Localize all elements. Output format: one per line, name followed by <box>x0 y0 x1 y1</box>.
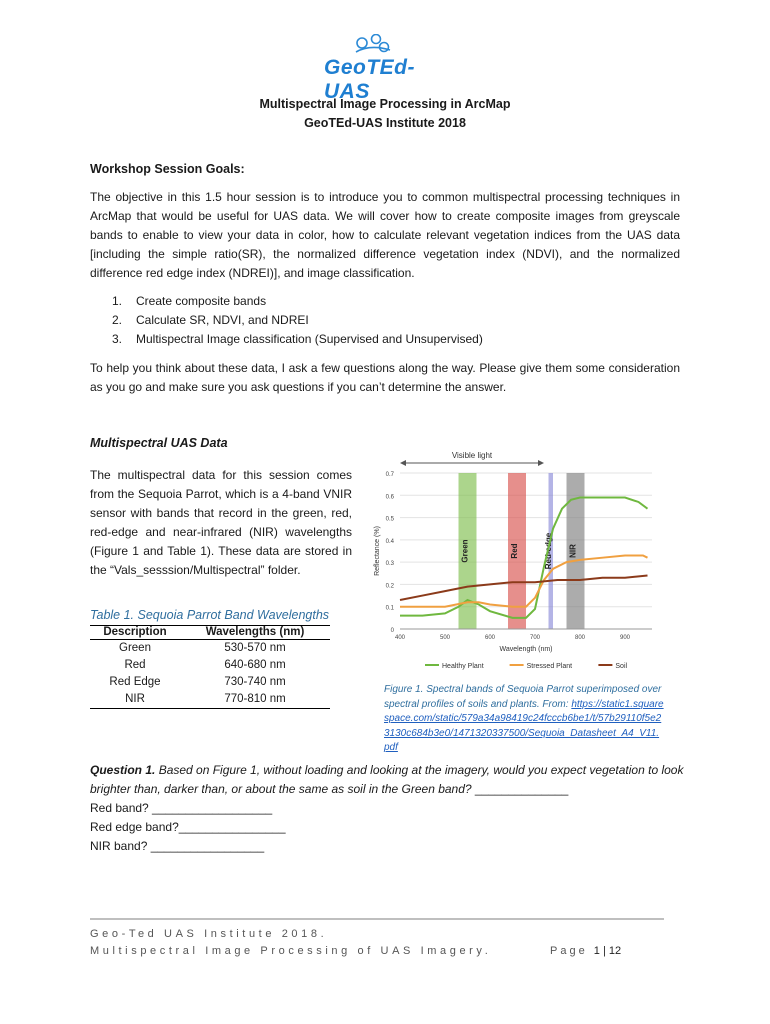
answer-nir[interactable]: NIR band? _________________ <box>90 839 265 853</box>
page-number: Page 1 | 12 <box>550 945 622 957</box>
legend-label: Healthy Plant <box>442 663 484 670</box>
table-row: NIR 770-810 nm <box>125 693 286 705</box>
list-item: 1. Create composite bands <box>112 294 267 308</box>
footer-divider <box>90 918 664 920</box>
x-tick-label: 500 <box>439 635 451 641</box>
table-row: Green 530-570 nm <box>119 642 286 654</box>
arrowhead-right-icon <box>538 460 544 466</box>
figure-caption <box>384 683 664 756</box>
chart-svg <box>370 445 665 673</box>
y-tick-label: 0.5 <box>385 516 394 523</box>
footer-line-2: Multispectral Image Processing of UAS Imagery. <box>90 945 492 957</box>
spectral-chart <box>370 445 665 673</box>
page-subtitle: GeoTEd-UAS Institute 2018 <box>304 116 466 130</box>
figure-caption-text: Figure 1. Spectral bands of Sequoia Parrot superimposed over spectral profiles of soils and plants. From: <box>384 684 662 710</box>
y-axis-label: Reflectance (%) <box>374 526 381 576</box>
x-tick-label: 400 <box>394 635 406 641</box>
goals-list <box>112 292 483 349</box>
x-tick-label: 600 <box>484 635 496 641</box>
table-caption: Table 1. Sequoia Parrot Band Wavelengths <box>90 608 330 622</box>
band-label: NIR <box>568 544 578 558</box>
uas-data-body: The multispectral data for this session comes from the Sequoia Parrot, which is a 4-band VNIR sensor with bands that record in the green, red, red-edge and near-infrared (NIR) wavelengths (Figure 1 and Table 1). These data are stored in the “Vals_sesssion/Multispectral” folder. <box>90 468 352 577</box>
band-label: Red <box>510 543 519 559</box>
answer-blank-green[interactable]: ______________ <box>474 782 569 796</box>
page-title: Multispectral Image Processing in ArcMap <box>259 97 511 111</box>
footer-line-1: Geo-Ted UAS Institute 2018. <box>90 928 328 940</box>
chart-title: Visible light <box>451 451 493 460</box>
y-tick-label: 0.4 <box>385 538 394 545</box>
answer-red[interactable]: Red band? __________________ <box>90 801 273 815</box>
band-label: Green <box>460 539 470 563</box>
table-row: Red Edge 730-740 nm <box>109 676 286 688</box>
x-tick-label: 800 <box>574 635 586 641</box>
x-tick-label: 900 <box>619 635 631 641</box>
table-header: Wavelengths (nm) <box>180 626 330 640</box>
legend-label: Soil <box>615 663 628 670</box>
y-tick-label: 0.7 <box>385 472 394 478</box>
x-axis-label: Wavelength (nm) <box>499 646 553 653</box>
goals-intro: The objective in this 1.5 hour session is to introduce you to common multispectral processing techniques in ArcMap that would be useful for UAS data. We will cover how to create composite images from greyscale bands to enable to view your data in color, how to calculate relevant vegetation indices from the UAS data [including the simple ratio(SR), the normalized difference vegetation index (NDVI), and the normalized difference red edge index (NDREI)], and image classification. <box>90 190 680 280</box>
goals-note: To help you think about these data, I ask a few questions along the way. Please give them some consideration as you go and make sure you ask questions if you can’t determine the answer. <box>90 361 680 394</box>
figure-source-link[interactable]: https://static1.squarespace.com/static/579a34a98419c24fcccb6be1/t/57b29110f5e23130c684b3e0/1471320337500/Sequoia_Datasheet_A4_V11.pdf <box>384 698 664 753</box>
list-item: 3. Multispectral Image classification (Supervised and Unsupervised) <box>112 332 483 346</box>
y-tick-label: 0.1 <box>385 605 394 612</box>
y-tick-label: 0.2 <box>385 583 394 590</box>
bands-table <box>90 625 330 709</box>
band-label: Red-edge <box>543 532 553 570</box>
legend-label: Stressed Plant <box>526 663 573 670</box>
y-tick-label: 0 <box>390 628 394 634</box>
question-1 <box>90 761 690 799</box>
question-label: Question 1. <box>90 763 156 777</box>
x-tick-label: 700 <box>529 635 541 641</box>
list-item: 2. Calculate SR, NDVI, and NDREI <box>112 313 309 327</box>
logo <box>318 34 458 103</box>
y-tick-label: 0.6 <box>385 494 394 501</box>
uas-data-heading: Multispectral UAS Data <box>90 436 228 450</box>
table-header: Description <box>90 626 180 640</box>
logo-text: GeoTEd-UAS <box>324 56 415 103</box>
y-tick-label: 0.3 <box>385 561 394 568</box>
table-row: Red 640-680 nm <box>124 659 286 671</box>
question-text: Based on Figure 1, without loading and looking at the imagery, would you expect vegetation to look brighter than, darker than, or about the same as soil in the Green band? <box>90 763 684 796</box>
goals-heading: Workshop Session Goals: <box>90 162 245 176</box>
answer-rededge[interactable]: Red edge band?________________ <box>90 820 286 834</box>
arrowhead-left-icon <box>400 460 406 466</box>
